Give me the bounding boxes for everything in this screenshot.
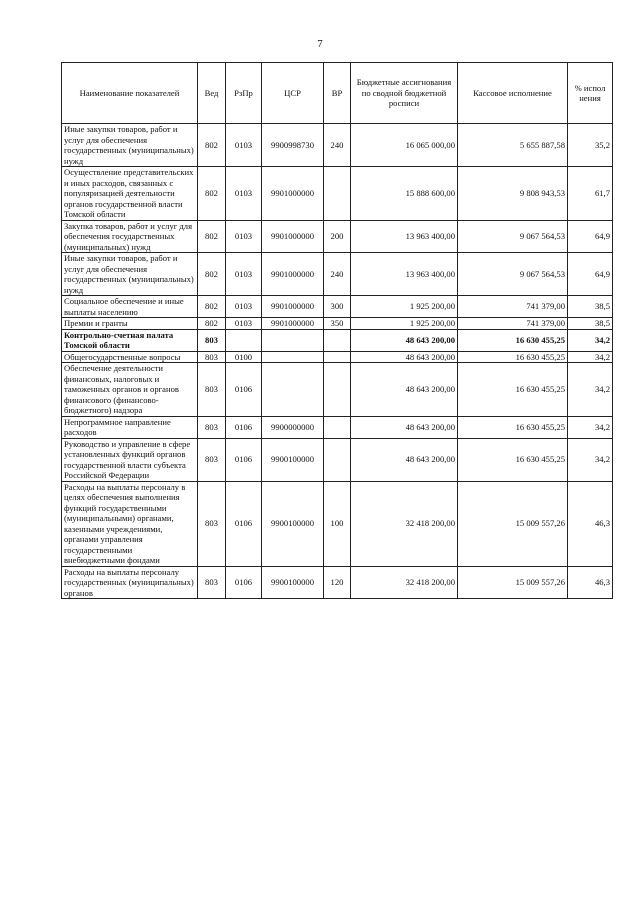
cell-assignments: 13 963 400,00 xyxy=(351,220,458,253)
cell-rzpr: 0106 xyxy=(226,416,262,438)
cell-cash: 16 630 455,25 xyxy=(458,363,568,417)
cell-ved: 803 xyxy=(198,329,226,351)
table-row xyxy=(62,296,613,318)
cell-percent: 64,9 xyxy=(568,253,613,296)
cell-csr: 9900100000 xyxy=(262,566,324,599)
table-body xyxy=(62,124,613,599)
cell-name: Иные закупки товаров, работ и услуг для обеспечения государственных (муниципальных) нужд xyxy=(62,124,198,167)
cell-ved: 803 xyxy=(198,363,226,417)
cell-csr: 9901000000 xyxy=(262,220,324,253)
budget-table xyxy=(61,62,613,599)
cell-cash: 741 379,00 xyxy=(458,296,568,318)
header-name: Наименование показателей xyxy=(62,63,198,124)
cell-rzpr: 0106 xyxy=(226,566,262,599)
cell-ved: 803 xyxy=(198,438,226,481)
cell-assignments: 48 643 200,00 xyxy=(351,363,458,417)
cell-rzpr: 0106 xyxy=(226,438,262,481)
cell-ved: 802 xyxy=(198,124,226,167)
table-row xyxy=(62,438,613,481)
cell-ved: 802 xyxy=(198,253,226,296)
cell-vr xyxy=(324,351,351,363)
cell-cash: 16 630 455,25 xyxy=(458,329,568,351)
table-row xyxy=(62,416,613,438)
cell-name: Социальное обеспечение и иные выплаты населению xyxy=(62,296,198,318)
cell-name: Премии и гранты xyxy=(62,318,198,330)
cell-percent: 34,2 xyxy=(568,416,613,438)
page-number: 7 xyxy=(317,38,323,50)
cell-vr xyxy=(324,167,351,221)
cell-csr: 9901000000 xyxy=(262,167,324,221)
cell-csr xyxy=(262,329,324,351)
cell-vr: 240 xyxy=(324,124,351,167)
table-row xyxy=(62,124,613,167)
cell-percent: 46,3 xyxy=(568,481,613,566)
cell-vr: 120 xyxy=(324,566,351,599)
cell-vr xyxy=(324,438,351,481)
cell-csr: 9900100000 xyxy=(262,438,324,481)
header-cash: Кассовое исполнение xyxy=(458,63,568,124)
cell-assignments: 16 065 000,00 xyxy=(351,124,458,167)
cell-ved: 802 xyxy=(198,318,226,330)
header-csr: ЦСР xyxy=(262,63,324,124)
cell-percent: 64,9 xyxy=(568,220,613,253)
table-row xyxy=(62,363,613,417)
cell-rzpr: 0100 xyxy=(226,351,262,363)
table-row xyxy=(62,167,613,221)
table-row xyxy=(62,351,613,363)
table-row xyxy=(62,253,613,296)
cell-rzpr: 0106 xyxy=(226,481,262,566)
header-ved: Вед xyxy=(198,63,226,124)
header-rzpr: РзПр xyxy=(226,63,262,124)
cell-assignments: 48 643 200,00 xyxy=(351,438,458,481)
cell-cash: 9 067 564,53 xyxy=(458,220,568,253)
cell-ved: 803 xyxy=(198,416,226,438)
cell-rzpr: 0103 xyxy=(226,318,262,330)
cell-rzpr: 0103 xyxy=(226,296,262,318)
table-row xyxy=(62,329,613,351)
cell-percent: 35,2 xyxy=(568,124,613,167)
cell-name: Руководство и управление в сфере установленных функций органов государственной власти субъекта Российской Федерации xyxy=(62,438,198,481)
cell-csr: 9900998730 xyxy=(262,124,324,167)
cell-csr xyxy=(262,351,324,363)
cell-name: Контрольно-счетная палата Томской области xyxy=(62,329,198,351)
cell-csr xyxy=(262,363,324,417)
cell-rzpr: 0103 xyxy=(226,220,262,253)
cell-rzpr xyxy=(226,329,262,351)
cell-assignments: 48 643 200,00 xyxy=(351,351,458,363)
cell-cash: 16 630 455,25 xyxy=(458,351,568,363)
cell-cash: 16 630 455,25 xyxy=(458,416,568,438)
cell-rzpr: 0106 xyxy=(226,363,262,417)
cell-percent: 34,2 xyxy=(568,351,613,363)
cell-csr: 9900100000 xyxy=(262,481,324,566)
table-row xyxy=(62,318,613,330)
header-percent: % испол нения xyxy=(568,63,613,124)
cell-cash: 15 009 557,26 xyxy=(458,481,568,566)
cell-percent: 34,2 xyxy=(568,329,613,351)
cell-name: Непрограммное направление расходов xyxy=(62,416,198,438)
cell-ved: 802 xyxy=(198,220,226,253)
cell-cash: 16 630 455,25 xyxy=(458,438,568,481)
cell-csr: 9901000000 xyxy=(262,318,324,330)
cell-vr: 350 xyxy=(324,318,351,330)
cell-assignments: 32 418 200,00 xyxy=(351,481,458,566)
cell-cash: 741 379,00 xyxy=(458,318,568,330)
cell-name: Расходы на выплаты персоналу в целях обеспечения выполнения функций государственными (муниципальными) органами, казенными учреждениями, органами управления государственными внебюджетными фондами xyxy=(62,481,198,566)
cell-name: Закупка товаров, работ и услуг для обеспечения государственных (муниципальных) нужд xyxy=(62,220,198,253)
cell-percent: 38,5 xyxy=(568,318,613,330)
cell-vr xyxy=(324,329,351,351)
cell-percent: 34,2 xyxy=(568,438,613,481)
table-row xyxy=(62,481,613,566)
cell-percent: 34,2 xyxy=(568,363,613,417)
cell-assignments: 1 925 200,00 xyxy=(351,296,458,318)
cell-csr: 9901000000 xyxy=(262,253,324,296)
cell-name: Расходы на выплаты персоналу государственных (муниципальных) органов xyxy=(62,566,198,599)
cell-assignments: 15 888 600,00 xyxy=(351,167,458,221)
cell-cash: 9 067 564,53 xyxy=(458,253,568,296)
cell-vr: 300 xyxy=(324,296,351,318)
header-assignments: Бюджетные ассигнования по сводной бюджетной росписи xyxy=(351,63,458,124)
cell-ved: 802 xyxy=(198,167,226,221)
cell-vr: 200 xyxy=(324,220,351,253)
cell-csr: 9901000000 xyxy=(262,296,324,318)
cell-name: Осуществление представительских и иных расходов, связанных с популяризацией деятельности органов государственной власти Томской области xyxy=(62,167,198,221)
cell-assignments: 48 643 200,00 xyxy=(351,329,458,351)
cell-ved: 803 xyxy=(198,351,226,363)
cell-assignments: 48 643 200,00 xyxy=(351,416,458,438)
cell-cash: 9 808 943,53 xyxy=(458,167,568,221)
cell-percent: 38,5 xyxy=(568,296,613,318)
header-vr: ВР xyxy=(324,63,351,124)
cell-percent: 46,3 xyxy=(568,566,613,599)
cell-cash: 15 009 557,26 xyxy=(458,566,568,599)
cell-rzpr: 0103 xyxy=(226,124,262,167)
cell-cash: 5 655 887,58 xyxy=(458,124,568,167)
table-row xyxy=(62,566,613,599)
cell-assignments: 13 963 400,00 xyxy=(351,253,458,296)
cell-name: Обеспечение деятельности финансовых, налоговых и таможенных органов и органов финансового (финансово-бюджетного) надзора xyxy=(62,363,198,417)
cell-ved: 802 xyxy=(198,296,226,318)
cell-ved: 803 xyxy=(198,481,226,566)
cell-vr xyxy=(324,416,351,438)
cell-rzpr: 0103 xyxy=(226,167,262,221)
cell-rzpr: 0103 xyxy=(226,253,262,296)
cell-ved: 803 xyxy=(198,566,226,599)
cell-vr xyxy=(324,363,351,417)
cell-vr: 240 xyxy=(324,253,351,296)
cell-name: Иные закупки товаров, работ и услуг для обеспечения государственных (муниципальных) нужд xyxy=(62,253,198,296)
table-header-row xyxy=(62,63,613,124)
cell-assignments: 32 418 200,00 xyxy=(351,566,458,599)
table-row xyxy=(62,220,613,253)
cell-assignments: 1 925 200,00 xyxy=(351,318,458,330)
cell-csr: 9900000000 xyxy=(262,416,324,438)
cell-vr: 100 xyxy=(324,481,351,566)
cell-percent: 61,7 xyxy=(568,167,613,221)
cell-name: Общегосударственные вопросы xyxy=(62,351,198,363)
